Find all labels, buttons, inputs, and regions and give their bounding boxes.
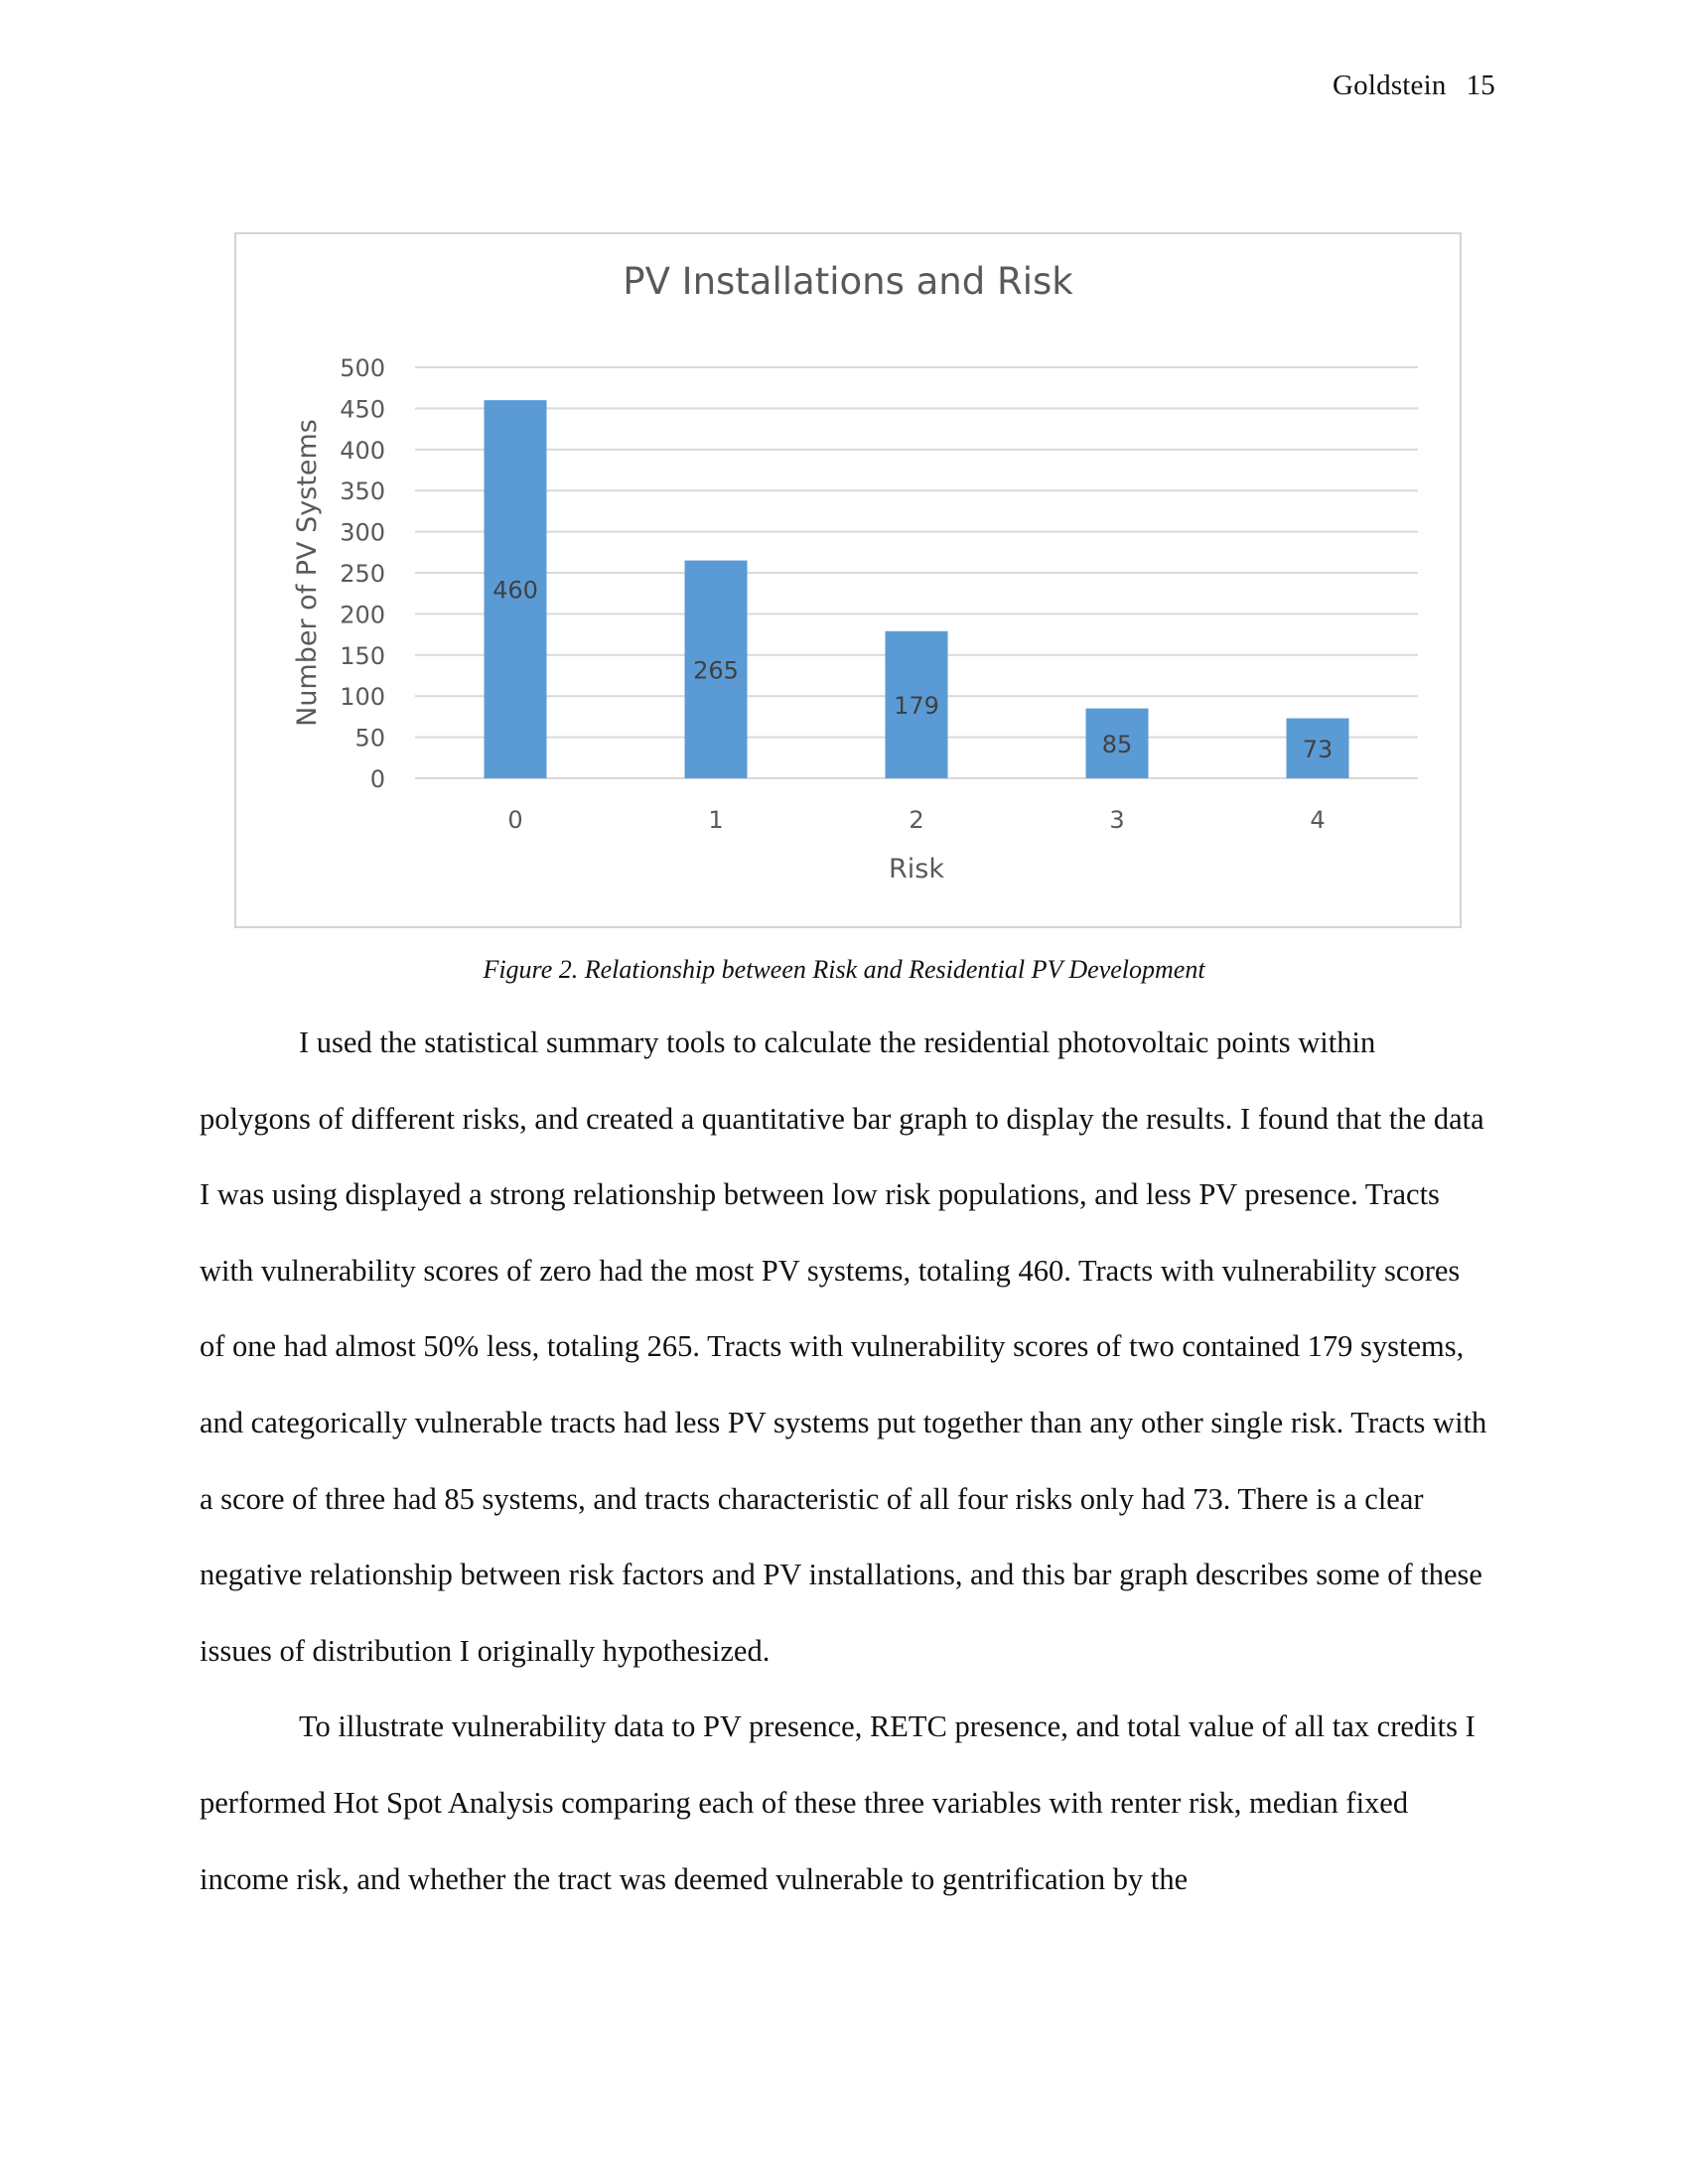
paragraph [200, 1005, 1490, 1689]
y-tick-label: 400 [340, 436, 385, 465]
paragraph-text: I used the statistical summary tools to calculate the residential photovoltaic points within polygons of different risks, and created a quantitative bar graph to display the results. I found that the data I was using displayed a strong relationship between low risk populations, and less PV presence. Tracts with vulnerability scores of zero had the most PV systems, totaling 460. Tracts with vulnerability scores of one had almost 50% less, totaling 265. Tracts with vulnerability scores of two contained 179 systems, and categorically vulnerable tracts had less PV systems put together than any other single risk. Tracts with a score of three had 85 systems, and tracts characteristic of all four risks only had 73. There is a clear negative relationship between risk factors and PV installations, and this bar graph describes some of these issues of distribution I originally hypothesized. [200, 1025, 1487, 1668]
author-name: Goldstein [1333, 69, 1447, 101]
y-tick-label: 150 [340, 641, 385, 670]
x-tick-label: 0 [507, 806, 523, 834]
x-tick-label: 2 [909, 806, 924, 834]
y-tick-label: 500 [340, 354, 385, 382]
y-tick-label: 450 [340, 395, 385, 424]
chart-title: PV Installations and Risk [623, 260, 1073, 303]
page-number: 15 [1466, 69, 1495, 101]
y-tick-label: 100 [340, 683, 385, 712]
y-tick-label: 0 [369, 765, 385, 793]
data-label: 73 [1302, 735, 1334, 763]
y-tick-label: 50 [354, 724, 385, 752]
y-tick-label: 200 [340, 601, 385, 629]
paragraph-text: To illustrate vulnerability data to PV presence, RETC presence, and total value of all tax credits I performed Hot Spot Analysis comparing each of these three variables with renter risk, median fixed income risk, and whether the tract was deemed vulnerable to gentrification by the [200, 1709, 1476, 1896]
running-head [1333, 69, 1495, 102]
figure-frame [234, 232, 1462, 928]
data-label: 265 [693, 656, 739, 685]
y-tick-label: 350 [340, 478, 385, 506]
y-tick-label: 300 [340, 518, 385, 547]
bar-chart [236, 234, 1460, 926]
data-label: 85 [1101, 730, 1133, 758]
data-label: 460 [492, 576, 538, 605]
x-tick-label: 1 [708, 806, 724, 834]
x-axis-label: Risk [889, 854, 944, 885]
figure-caption: Figure 2. Relationship between Risk and Residential PV Development [483, 955, 1205, 984]
x-tick-label: 4 [1310, 806, 1326, 834]
x-tick-label: 3 [1109, 806, 1125, 834]
paragraph [200, 1689, 1490, 1917]
body-text [200, 1005, 1490, 1917]
data-label: 179 [894, 691, 939, 720]
y-axis-label: Number of PV Systems [292, 419, 323, 727]
y-tick-label: 250 [340, 560, 385, 588]
